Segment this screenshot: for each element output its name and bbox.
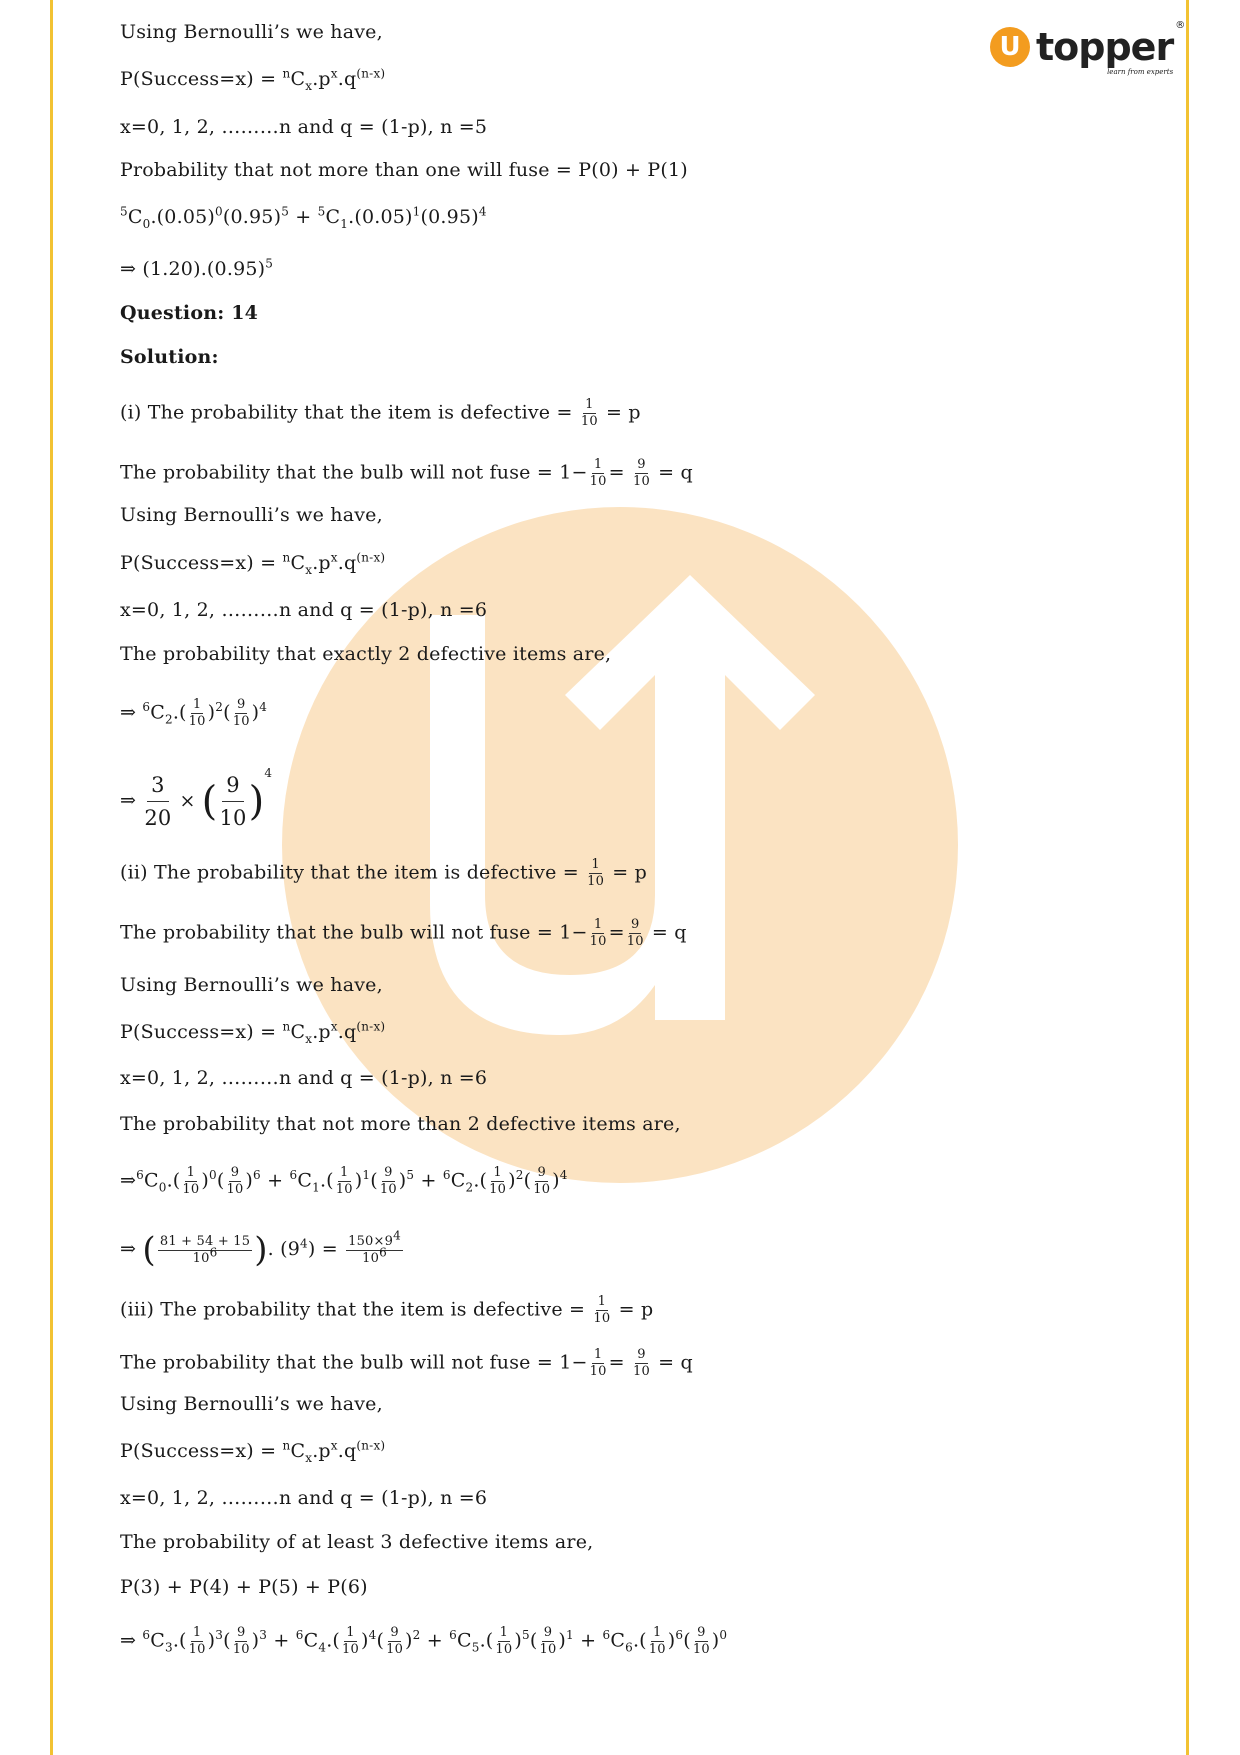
probability-statement: Probability that not more than one will fuse = P(0) + P(1) [120, 159, 688, 181]
registered-mark: ® [1175, 20, 1186, 31]
part3-text: The probability of at least 3 defective items are, [120, 1531, 594, 1553]
part1-exact-text: The probability that exactly 2 defective items are, [120, 643, 612, 665]
part1-step2: ⇒ $\frac{3}{20}$ × ( $\frac{9}{10}$ )$^4$ [120, 766, 273, 830]
part1-not-fuse: The probability that the bulb will not fuse = 1− $\frac{1}{10}$ = $\frac{9}{10}$ = q [120, 457, 693, 489]
part2-step2: ⇒ ( $\frac{81 + 54 + 15}{10^6}$ ). $(9^4)$ = $\frac{150\times 9^4}{10^6}$ [120, 1228, 401, 1270]
part2-step1: $\Rightarrow^6C_0$.( $\frac{1}{10}$ )$^0$( $\frac{9}{10}$ )$^6 + ^6C_1$.( $\frac{1}{10}$ )$^1$( $\frac{9}{10}$ )$^5 + ^6C_2$.( $\frac{1}{10}$ )$^2$( $\frac{9}{10}$ )$^4$ [120, 1165, 568, 1197]
part2-not-fuse: The probability that the bulb will not fuse = 1− $\frac{1}{10}$ = $\frac{9}{10}$ = q [120, 917, 687, 949]
part2-text: The probability that not more than 2 defective items are, [120, 1113, 681, 1135]
logo-mark-icon: U [990, 27, 1030, 67]
part3-formula: P(Success=x) = $^nC_x.p^x.q^{(n-x)}$ [120, 1438, 386, 1465]
part2-bernoulli: Using Bernoulli’s we have, [120, 974, 383, 996]
part3-bernoulli: Using Bernoulli’s we have, [120, 1393, 383, 1415]
page-border-right [1186, 0, 1189, 1755]
part1-bernoulli: Using Bernoulli’s we have, [120, 504, 383, 526]
part1-range: x=0, 1, 2, ………n and q = (1-p), n =6 [120, 599, 488, 621]
part1-step1: ⇒ $^6C_2$.( $\frac{1}{10}$ )$^2$( $\frac{9}{10}$ )$^4$ [120, 697, 268, 729]
topper-logo [990, 20, 1186, 76]
part1-defective: (i) The probability that the item is defective = $\frac{1}{10}$ = p [120, 397, 641, 429]
logo-text: topper [1036, 25, 1174, 69]
bernoulli-formula: P(Success=x) = $^nC_x.p^x.q^{(n-x)}$ [120, 66, 386, 93]
part1-formula: P(Success=x) = $^nC_x.p^x.q^{(n-x)}$ [120, 550, 386, 577]
part2-formula: P(Success=x) = $^nC_x.p^x.q^{(n-x)}$ [120, 1019, 386, 1046]
question-heading: Question: 14 [120, 302, 259, 324]
part3-defective: (iii) The probability that the item is defective = $\frac{1}{10}$ = p [120, 1294, 654, 1326]
part3-range: x=0, 1, 2, ………n and q = (1-p), n =6 [120, 1487, 488, 1509]
result-line: ⇒ $(1.20).(0.95)^5$ [120, 256, 274, 280]
logo-tagline: learn from experts [1107, 68, 1174, 76]
part2-range: x=0, 1, 2, ………n and q = (1-p), n =6 [120, 1067, 488, 1089]
part2-defective: (ii) The probability that the item is defective = $\frac{1}{10}$ = p [120, 857, 648, 889]
calculation-line: $^5C_0.(0.05)^0(0.95)^5 + ^5C_1.(0.05)^1(0.95)^4$ [120, 204, 487, 231]
part3-step1: ⇒ $^6C_3$.( $\frac{1}{10}$ )$^3$( $\frac{9}{10}$ )$^3 + ^6C_4$.( $\frac{1}{10}$ )$^4$( $\frac{9}{10}$ )$^2 + ^6C_5$.( $\frac{1}{10}$ )$^5$( $\frac{9}{10}$ )$^1 + ^6C_6$.( $\frac{1}{10}$ )$^6$( $\frac{9}{10}$ )$^0$ [120, 1625, 728, 1657]
bernoulli-intro: Using Bernoulli’s we have, [120, 21, 383, 43]
variable-range: x=0, 1, 2, ………n and q = (1-p), n =5 [120, 116, 488, 138]
page-border-left [50, 0, 53, 1755]
part3-not-fuse: The probability that the bulb will not fuse = 1− $\frac{1}{10}$ = $\frac{9}{10}$ = q [120, 1347, 693, 1379]
solution-heading: Solution: [120, 346, 219, 368]
part3-sum: P(3) + P(4) + P(5) + P(6) [120, 1576, 368, 1598]
